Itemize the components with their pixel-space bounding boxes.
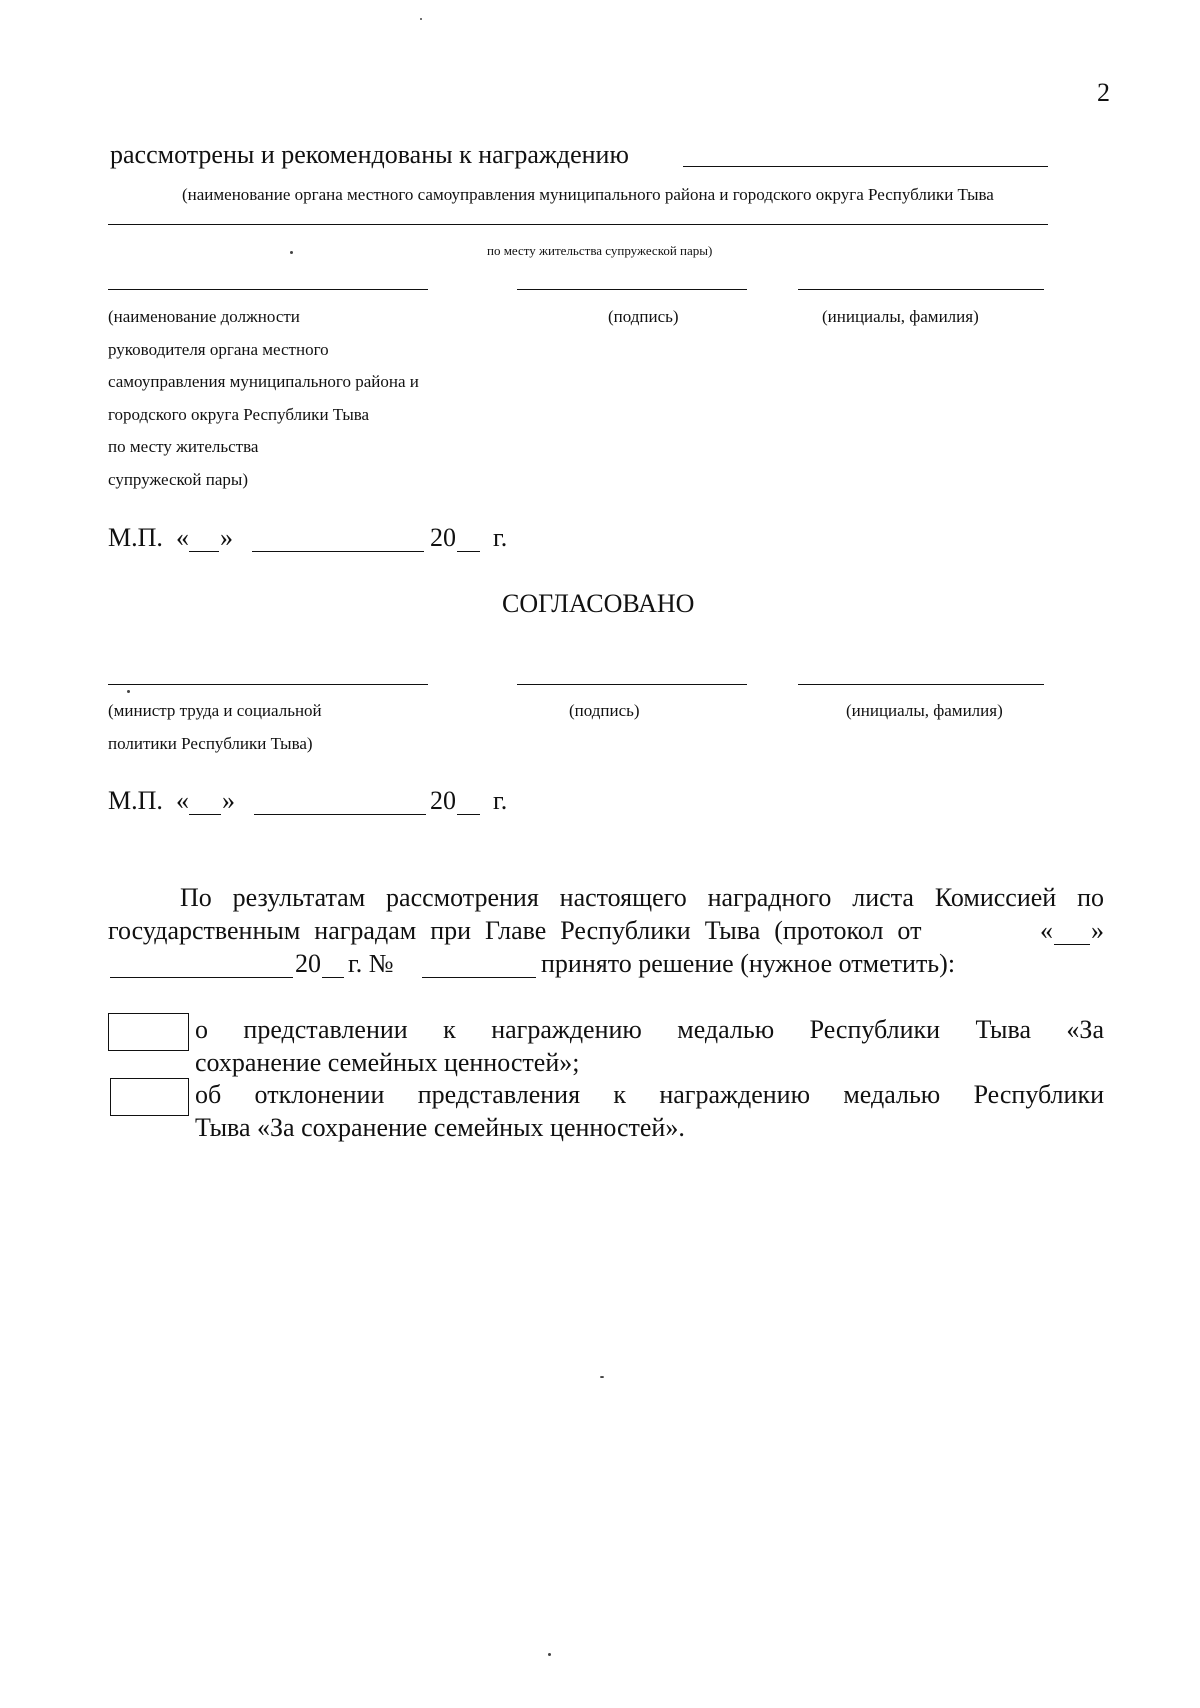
year-prefix: 20	[430, 523, 456, 552]
open-quote: «	[176, 523, 189, 552]
year-suffix: г.	[493, 786, 508, 815]
option-approve-line1: о представлении к награждению медалью Республики Тыва «За	[195, 1015, 1104, 1044]
decision-line3	[108, 949, 1104, 981]
option-reject-line2: Тыва «За сохранение семейных ценностей».	[195, 1113, 685, 1142]
protocol-open-quote: «	[1040, 916, 1053, 945]
position-blank-1	[108, 289, 428, 290]
scan-speck	[290, 251, 293, 254]
decision-line2-text: государственным наградам при Главе Республики Тыва (протокол от	[108, 916, 922, 945]
name-blank-2	[798, 684, 1044, 685]
option-approve-line2: сохранение семейных ценностей»;	[195, 1048, 580, 1077]
caption-line: супружеской пары)	[108, 469, 248, 489]
mp-label: М.П.	[108, 523, 163, 552]
org-caption-line1: (наименование органа местного самоуправления муниципального района и городского округа Республики Тыва	[182, 185, 994, 204]
position-caption-1	[108, 307, 508, 502]
caption-line: политики Республики Тыва)	[108, 733, 313, 753]
protocol-month-blank	[110, 977, 293, 978]
signature-caption-2: (подпись)	[569, 701, 640, 720]
month-blank	[254, 814, 426, 815]
signature-blank-1	[517, 289, 747, 290]
year-blank	[457, 551, 480, 552]
month-blank	[252, 551, 424, 552]
protocol-number-blank	[422, 977, 536, 978]
option-approve-checkbox[interactable]	[108, 1013, 189, 1051]
protocol-day-blank	[1054, 944, 1090, 945]
close-quote: »	[220, 523, 233, 552]
protocol-number-label: г. №	[348, 949, 394, 978]
recommended-text: рассмотрены и рекомендованы к награждению	[110, 140, 629, 169]
signature-blank-2	[517, 684, 747, 685]
caption-line: (наименование должности	[108, 307, 300, 326]
name-blank-1	[798, 289, 1044, 290]
scan-speck	[548, 1653, 551, 1656]
caption-line: по месту жительства	[108, 437, 259, 456]
position-blank-2	[108, 684, 428, 685]
year-suffix: г.	[493, 523, 508, 552]
protocol-year-blank	[322, 977, 344, 978]
org-caption-line2: по месту жительства супружеской пары)	[487, 243, 713, 258]
option-reject-checkbox[interactable]	[110, 1078, 189, 1116]
caption-line: городского округа Республики Тыва	[108, 404, 370, 424]
caption-line: (министр труда и социальной	[108, 701, 322, 720]
close-quote: »	[222, 786, 235, 815]
caption-line: руководителя органа местного	[108, 339, 329, 359]
day-blank	[189, 551, 219, 552]
mp-label: М.П.	[108, 786, 163, 815]
year-prefix: 20	[430, 786, 456, 815]
decision-tail: принято решение (нужное отметить):	[541, 949, 956, 978]
agreed-heading: СОГЛАСОВАНО	[502, 589, 695, 618]
decision-line2	[108, 916, 1104, 948]
protocol-year-prefix: 20	[295, 949, 321, 978]
award-org-blank	[683, 166, 1048, 167]
decision-line1: По результатам рассмотрения настоящего наградного листа Комиссией по	[180, 883, 1104, 912]
caption-line: самоуправления муниципального района и	[108, 372, 419, 391]
name-caption-1: (инициалы, фамилия)	[822, 307, 979, 326]
name-caption-2: (инициалы, фамилия)	[846, 701, 1003, 720]
open-quote: «	[176, 786, 189, 815]
scan-speck	[127, 690, 130, 693]
option-reject-line1: об отклонении представления к награждению медалью Республики	[195, 1080, 1104, 1109]
signature-caption-1: (подпись)	[608, 307, 679, 326]
position-caption-2	[108, 701, 508, 766]
seal-date-line-2	[108, 786, 628, 818]
scan-speck	[420, 18, 422, 20]
protocol-close-quote: »	[1091, 916, 1104, 945]
year-blank	[457, 814, 480, 815]
scan-speck	[600, 1376, 604, 1378]
page-number: 2	[1097, 78, 1110, 107]
org-name-blank	[108, 224, 1048, 225]
day-blank	[189, 814, 221, 815]
seal-date-line-1	[108, 523, 628, 555]
